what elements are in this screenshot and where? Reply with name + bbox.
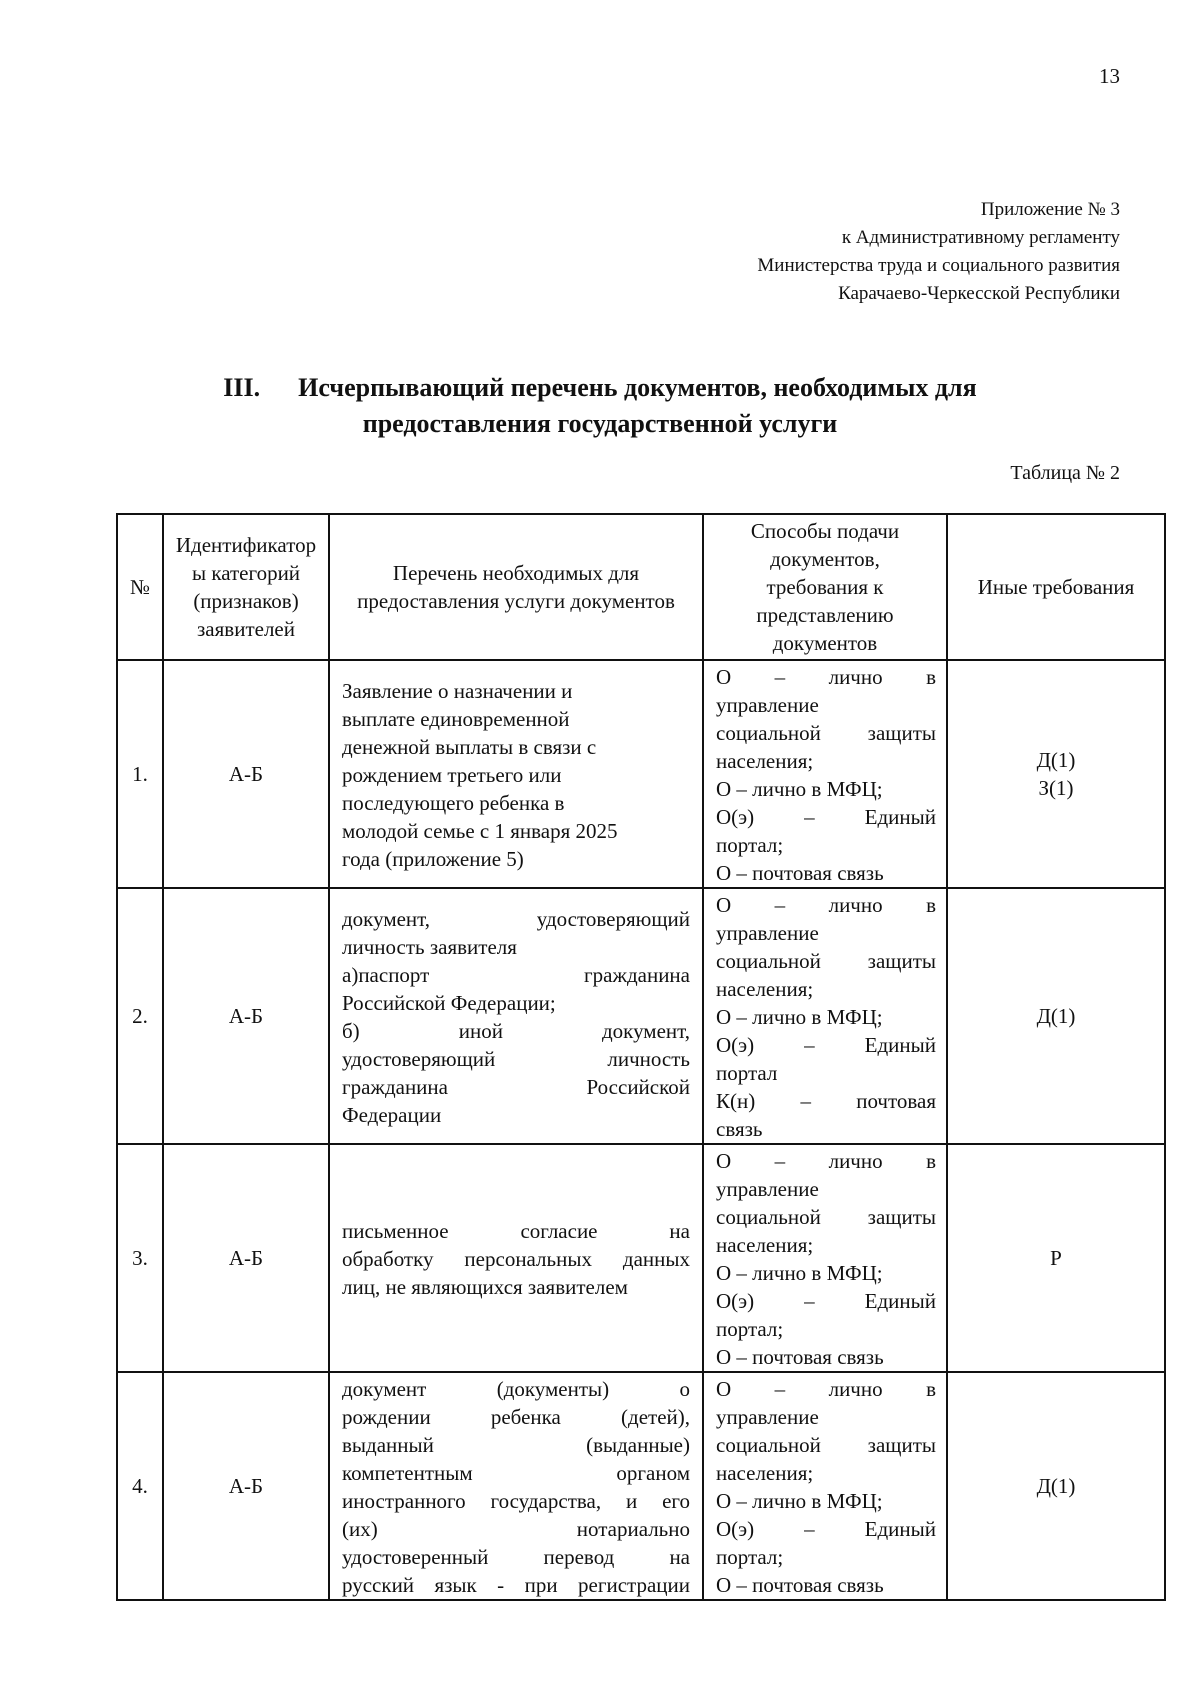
ways-line: О(э) – Единый bbox=[716, 1033, 936, 1057]
ways-line: управление bbox=[716, 921, 819, 945]
ways-line: О – лично в МФЦ; bbox=[716, 1489, 883, 1513]
document-line: документ, удостоверяющий bbox=[342, 907, 690, 931]
document-line: лиц, не являющихся заявителем bbox=[342, 1275, 628, 1299]
row-number: 4. bbox=[117, 1372, 163, 1600]
appendix-line: Приложение № 3 bbox=[980, 199, 1120, 220]
document-line: выплате единовременной bbox=[342, 707, 570, 731]
ways-line: портал; bbox=[716, 1545, 784, 1569]
row-other-requirements bbox=[947, 1372, 1165, 1600]
ways-line: портал; bbox=[716, 833, 784, 857]
document-line: рождением третьего или bbox=[342, 763, 562, 787]
ways-text bbox=[704, 1373, 946, 1599]
table-label: Таблица № 2 bbox=[1010, 462, 1120, 484]
header-line: предоставления услуги документов bbox=[357, 589, 675, 613]
ways-line: социальной защиты bbox=[716, 1433, 936, 1457]
ways-line: социальной защиты bbox=[716, 949, 936, 973]
ways-line: О(э) – Единый bbox=[716, 1289, 936, 1313]
ways-line: О – лично в bbox=[716, 1149, 936, 1173]
document-line: выданный (выданные) bbox=[342, 1433, 690, 1457]
header-line: (признаков) bbox=[193, 589, 299, 613]
header-document-list bbox=[329, 514, 703, 660]
ways-text bbox=[704, 889, 946, 1143]
document-text bbox=[330, 1215, 702, 1301]
ways-line: О – лично в МФЦ; bbox=[716, 1261, 883, 1285]
other-requirement: Д(1) bbox=[1036, 1474, 1076, 1498]
document-line: денежной выплаты в связи с bbox=[342, 735, 597, 759]
section-title bbox=[120, 370, 1080, 442]
header-line: документов bbox=[772, 631, 878, 655]
ways-line: О – лично в bbox=[716, 893, 936, 917]
ways-line: портал bbox=[716, 1061, 778, 1085]
other-requirement: З(1) bbox=[1038, 776, 1074, 800]
section-title-line2: предоставления государственной услуги bbox=[362, 409, 838, 438]
header-line: заявителей bbox=[197, 617, 295, 641]
document-line: (их) нотариально bbox=[342, 1517, 690, 1541]
row-identifier: А-Б bbox=[163, 1372, 329, 1600]
header-other-requirements: Иные требования bbox=[947, 514, 1165, 660]
document-line: компетентным органом bbox=[342, 1461, 690, 1485]
document-line: Федерации bbox=[342, 1103, 442, 1127]
header-line: ы категорий bbox=[191, 561, 301, 585]
row-identifier: А-Б bbox=[163, 660, 329, 888]
ways-line: О – лично в МФЦ; bbox=[716, 777, 883, 801]
ways-text bbox=[704, 1145, 946, 1371]
appendix-reference bbox=[600, 196, 1120, 308]
appendix-line: Министерства труда и социального развития bbox=[757, 255, 1120, 276]
row-number: 3. bbox=[117, 1144, 163, 1372]
row-submission-ways bbox=[703, 660, 947, 888]
other-requirement: Д(1) bbox=[1036, 1004, 1076, 1028]
table-row bbox=[117, 1144, 1165, 1372]
appendix-line: к Административному регламенту bbox=[841, 227, 1120, 248]
row-number: 2. bbox=[117, 888, 163, 1144]
section-number: III. bbox=[223, 373, 261, 402]
ways-line: связь bbox=[716, 1117, 763, 1141]
row-document-list bbox=[329, 888, 703, 1144]
ways-line: социальной защиты bbox=[716, 721, 936, 745]
section-title-line1: Исчерпывающий перечень документов, необходимых для bbox=[298, 373, 977, 402]
header-number: № bbox=[117, 514, 163, 660]
ways-line: социальной защиты bbox=[716, 1205, 936, 1229]
ways-line: О – почтовая связь bbox=[716, 1573, 884, 1597]
row-submission-ways bbox=[703, 888, 947, 1144]
other-requirement: Д(1) bbox=[1036, 748, 1076, 772]
ways-line: О – лично в bbox=[716, 1377, 936, 1401]
row-submission-ways bbox=[703, 1144, 947, 1372]
header-line: требования к bbox=[766, 575, 884, 599]
ways-line: К(н) – почтовая bbox=[716, 1089, 936, 1113]
row-submission-ways bbox=[703, 1372, 947, 1600]
document-line: гражданина Российской bbox=[342, 1075, 690, 1099]
document-line: документ (документы) о bbox=[342, 1377, 690, 1401]
appendix-line: Карачаево-Черкесской Республики bbox=[838, 283, 1120, 304]
ways-line: О – лично в bbox=[716, 665, 936, 689]
row-document-list bbox=[329, 1372, 703, 1600]
ways-line: О – почтовая связь bbox=[716, 861, 884, 885]
ways-line: управление bbox=[716, 1177, 819, 1201]
row-other-requirements bbox=[947, 660, 1165, 888]
ways-line: О – почтовая связь bbox=[716, 1345, 884, 1369]
row-other-requirements bbox=[947, 1144, 1165, 1372]
document-line: обработку персональных данных bbox=[342, 1247, 690, 1271]
other-requirement: Р bbox=[1050, 1246, 1062, 1270]
documents-table bbox=[116, 513, 1166, 1601]
ways-line: населения; bbox=[716, 977, 814, 1001]
row-other-requirements bbox=[947, 888, 1165, 1144]
header-line: Способы подачи bbox=[750, 519, 900, 543]
page-number: 13 bbox=[1099, 64, 1120, 88]
ways-line: управление bbox=[716, 1405, 819, 1429]
row-identifier: А-Б bbox=[163, 888, 329, 1144]
document-line: Заявление о назначении и bbox=[342, 679, 573, 703]
ways-line: управление bbox=[716, 693, 819, 717]
row-document-list bbox=[329, 660, 703, 888]
table-header-row bbox=[117, 514, 1165, 660]
row-document-list bbox=[329, 1144, 703, 1372]
ways-line: населения; bbox=[716, 1233, 814, 1257]
header-line: документов, bbox=[770, 547, 880, 571]
document-line: Российской Федерации; bbox=[342, 991, 556, 1015]
ways-line: О(э) – Единый bbox=[716, 805, 936, 829]
document-line: личность заявителя bbox=[342, 935, 517, 959]
document-line: рождении ребенка (детей), bbox=[342, 1405, 690, 1429]
ways-line: населения; bbox=[716, 749, 814, 773]
table-row bbox=[117, 660, 1165, 888]
document-line: года (приложение 5) bbox=[342, 847, 524, 871]
document-line: удостоверенный перевод на bbox=[342, 1545, 690, 1569]
document-line: последующего ребенка в bbox=[342, 791, 565, 815]
ways-line: портал; bbox=[716, 1317, 784, 1341]
ways-line: О(э) – Единый bbox=[716, 1517, 936, 1541]
document-text bbox=[330, 675, 702, 873]
document-line: русский язык - при регистрации bbox=[342, 1573, 690, 1597]
row-identifier: А-Б bbox=[163, 1144, 329, 1372]
document-line: б) иной документ, bbox=[342, 1019, 690, 1043]
table-row bbox=[117, 1372, 1165, 1600]
document-line: молодой семье с 1 января 2025 bbox=[342, 819, 618, 843]
document-line: а)паспорт гражданина bbox=[342, 963, 690, 987]
document-text bbox=[330, 903, 702, 1129]
header-identifier bbox=[163, 514, 329, 660]
header-line: Идентификатор bbox=[175, 533, 317, 557]
header-submission-ways bbox=[703, 514, 947, 660]
ways-line: населения; bbox=[716, 1461, 814, 1485]
header-line: Перечень необходимых для bbox=[392, 561, 640, 585]
document-line: письменное согласие на bbox=[342, 1219, 690, 1243]
document-line: иностранного государства, и его bbox=[342, 1489, 690, 1513]
document-line: удостоверяющий личность bbox=[342, 1047, 690, 1071]
header-line: представлению bbox=[756, 603, 894, 627]
row-number: 1. bbox=[117, 660, 163, 888]
ways-line: О – лично в МФЦ; bbox=[716, 1005, 883, 1029]
table-row bbox=[117, 888, 1165, 1144]
ways-text bbox=[704, 661, 946, 887]
document-text bbox=[330, 1373, 702, 1599]
